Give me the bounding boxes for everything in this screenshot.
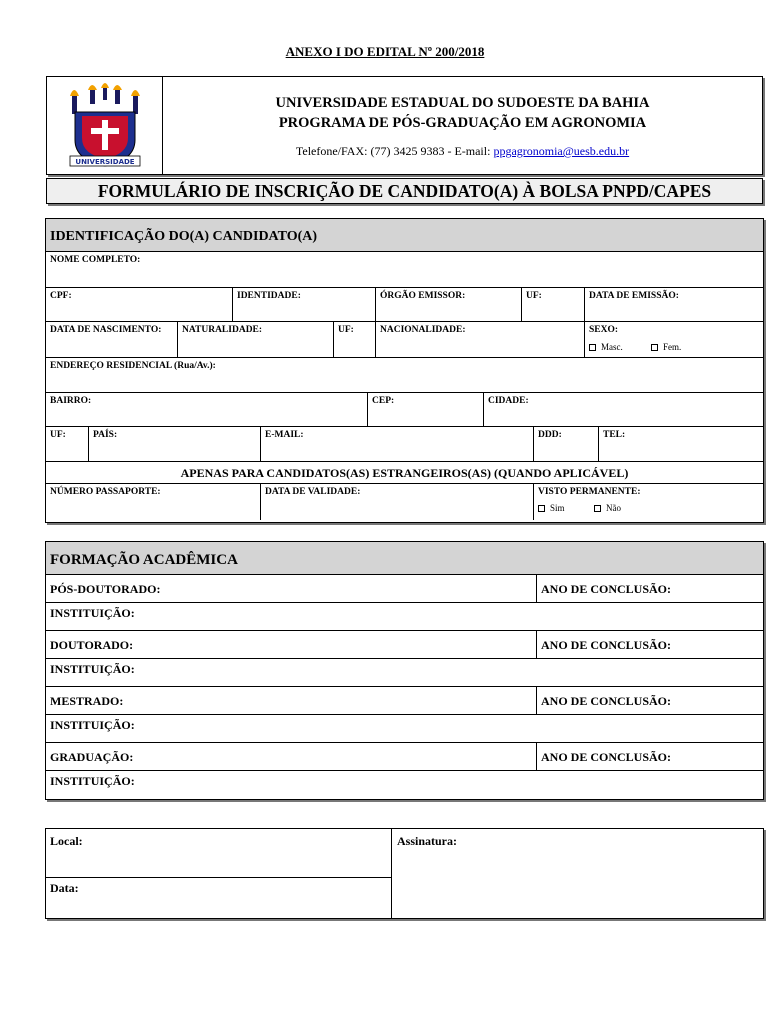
university-logo-icon [60,82,150,170]
posdoc-institution-label: INSTITUIÇÃO: [50,606,135,620]
logo-ribbon-text: UNIVERSIDADE [75,158,135,166]
fem-checkbox[interactable] [651,344,658,351]
uf-birth-field[interactable]: UF: [334,322,376,357]
row-nome [46,252,763,288]
uf-address-field[interactable]: UF: [46,427,89,461]
data-emissao-field[interactable]: DATA DE EMISSÃO: [589,291,679,301]
sim-checkbox[interactable] [538,505,545,512]
row-documents [46,288,763,322]
nacionalidade-field[interactable]: NACIONALIDADE: [376,322,585,357]
sim-label: Sim [550,503,565,513]
sexo-label: SEXO: [589,325,619,335]
row-contact [46,427,763,462]
passaporte-field[interactable]: NÚMERO PASSAPORTE: [46,484,261,520]
contact-email-link[interactable]: ppgagronomia@uesb.edu.br [493,144,630,158]
data-nascimento-field[interactable]: DATA DE NASCIMENTO: [46,322,178,357]
fem-label: Fem. [663,342,682,352]
posdoc-year-field[interactable]: ANO DE CONCLUSÃO: [536,575,763,602]
graduacao-year-field[interactable]: ANO DE CONCLUSÃO: [536,743,763,770]
program-name: PROGRAMA DE PÓS-GRADUAÇÃO EM AGRONOMIA [278,115,647,131]
university-header [46,76,763,175]
signature-section [45,828,764,919]
mestrado-label: MESTRADO: [50,694,124,708]
cidade-field[interactable]: CIDADE: [488,396,529,406]
mestrado-institution-label: INSTITUIÇÃO: [50,718,135,732]
graduacao-label: GRADUAÇÃO: [50,750,134,764]
visto-sim-option[interactable] [538,503,565,513]
logo-box [47,77,163,174]
form-title: FORMULÁRIO DE INSCRIÇÃO DE CANDIDATO(A) À BOLSA PNPD/CAPES [46,178,763,204]
formation-row-doutorado [46,631,763,659]
signature-field[interactable]: Assinatura: [397,834,458,848]
formation-row-graduacao [46,743,763,771]
uf-doc-field[interactable]: UF: [522,288,585,321]
formation-row-mestrado [46,687,763,715]
validade-field[interactable]: DATA DE VALIDADE: [261,484,534,520]
contact-line [163,144,762,159]
date-field[interactable]: Data: [46,878,392,918]
row-bairro [46,393,763,427]
local-field[interactable]: Local: [46,829,392,878]
nome-field[interactable]: NOME COMPLETO: [50,255,141,265]
doutorado-label: DOUTORADO: [50,638,134,652]
doutorado-year-field[interactable]: ANO DE CONCLUSÃO: [536,631,763,658]
row-passport [46,484,763,520]
sexo-masc-option[interactable] [589,342,623,352]
posdoc-institution-row[interactable] [46,603,763,631]
ddd-field[interactable]: DDD: [534,427,599,461]
formation-section [45,541,764,800]
identification-heading: IDENTIFICAÇÃO DO(A) CANDIDATO(A) [46,219,763,252]
naturalidade-field[interactable]: NATURALIDADE: [178,322,334,357]
masc-label: Masc. [601,342,623,352]
visto-label: VISTO PERMANENTE: [538,487,641,497]
graduacao-institution-row[interactable] [46,771,763,799]
doutorado-institution-label: INSTITUIÇÃO: [50,662,135,676]
doutorado-institution-row[interactable] [46,659,763,687]
annex-title: ANEXO I DO EDITAL Nº 200/2018 [285,44,485,59]
foreign-banner: APENAS PARA CANDIDATOS(AS) ESTRANGEIROS(AS) (QUANDO APLICÁVEL) [180,466,629,480]
bairro-field[interactable]: BAIRRO: [46,393,368,426]
row-endereco [46,358,763,393]
nao-checkbox[interactable] [594,505,601,512]
sexo-fem-option[interactable] [651,342,681,352]
posdoc-label: PÓS-DOUTORADO: [50,582,161,596]
identidade-field[interactable]: IDENTIDADE: [233,288,376,321]
visto-field [534,484,763,520]
row-foreign-banner [46,462,763,484]
email-field[interactable]: E-MAIL: [261,427,534,461]
cep-field[interactable]: CEP: [368,393,484,426]
masc-checkbox[interactable] [589,344,596,351]
tel-field[interactable]: TEL: [603,430,626,440]
nao-label: Não [606,503,621,513]
mestrado-year-field[interactable]: ANO DE CONCLUSÃO: [536,687,763,714]
graduacao-institution-label: INSTITUIÇÃO: [50,774,135,788]
visto-nao-option[interactable] [594,503,621,513]
formation-heading: FORMAÇÃO ACADÊMICA [46,542,763,575]
row-birth [46,322,763,358]
sexo-field [585,322,763,357]
identification-section [45,218,764,523]
cpf-field[interactable]: CPF: [46,288,233,321]
endereco-field[interactable]: ENDEREÇO RESIDENCIAL (Rua/Av.): [50,361,216,371]
contact-phone: Telefone/FAX: (77) 3425 9383 - E-mail: [295,144,494,158]
formation-row-posdoc [46,575,763,603]
orgao-emissor-field[interactable]: ÓRGÃO EMISSOR: [376,288,522,321]
mestrado-institution-row[interactable] [46,715,763,743]
pais-field[interactable]: PAÍS: [89,427,261,461]
university-name: UNIVERSIDADE ESTADUAL DO SUDOESTE DA BAHIA [275,95,650,111]
